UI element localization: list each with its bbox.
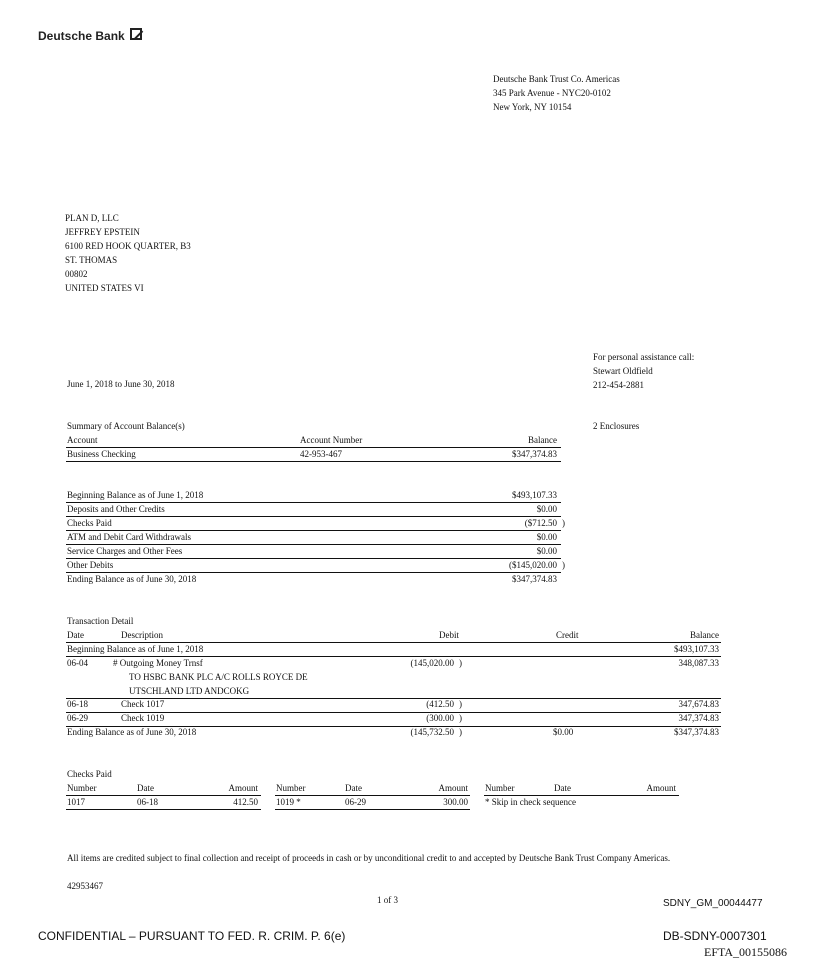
txn-debit: (412.50 (426, 699, 454, 709)
contact-line: Stewart Oldfield (593, 366, 653, 376)
summary-header-balance: Balance (528, 435, 557, 445)
checks-header: Amount (228, 783, 258, 793)
check-date: 06-18 (137, 797, 158, 807)
statement-period: June 1, 2018 to June 30, 2018 (67, 379, 175, 389)
checks-header: Date (554, 783, 571, 793)
account-code: 42953467 (67, 881, 103, 891)
checks-header: Date (345, 783, 362, 793)
bank-address-line: Deutsche Bank Trust Co. Americas (493, 74, 620, 84)
enclosures: 2 Enclosures (593, 421, 640, 431)
txn-date: 06-18 (67, 699, 88, 709)
deutsche-bank-logo-icon (130, 28, 142, 40)
bates-number-db: DB-SDNY-0007301 (663, 929, 767, 943)
txn-description: # Outgoing Money Trnsf (113, 658, 203, 668)
checks-header: Amount (438, 783, 468, 793)
divider (66, 572, 561, 573)
bank-address-line: New York, NY 10154 (493, 102, 572, 112)
disclaimer: All items are credited subject to final collection and receipt of proceeds in cash or by unconditional credit to and accepted by Deutsche Bank Trust Company Americas. (67, 853, 671, 863)
balance-paren: ) (562, 560, 565, 570)
summary-account: Business Checking (67, 449, 136, 459)
transaction-title: Transaction Detail (67, 616, 134, 626)
customer-address-line: UNITED STATES VI (65, 283, 144, 293)
txn-header-debit: Debit (439, 630, 459, 640)
balance-label: Beginning Balance as of June 1, 2018 (67, 490, 204, 500)
txn-description: UTSCHLAND LTD ANDCOKG (129, 686, 250, 696)
bates-number: SDNY_GM_00044477 (663, 898, 763, 909)
efta-number: EFTA_00155086 (704, 945, 788, 959)
contact-info (593, 350, 694, 392)
divider (66, 809, 261, 810)
checks-header: Date (137, 783, 154, 793)
balance-label: Ending Balance as of June 30, 2018 (67, 574, 197, 584)
txn-description: Check 1019 (121, 713, 165, 723)
summary-account-number: 42-953-467 (300, 449, 342, 459)
check-amount: 300.00 (443, 797, 468, 807)
customer-address-line: 6100 RED HOOK QUARTER, B3 (65, 241, 191, 251)
bank-address (493, 72, 620, 114)
balance-label: Deposits and Other Credits (67, 504, 165, 514)
check-number: 1019 * (276, 797, 301, 807)
checks-paid-title: Checks Paid (67, 769, 112, 779)
divider (66, 544, 561, 545)
check-sequence-note: * Skip in check sequence (485, 797, 576, 807)
txn-debit-paren: ) (459, 658, 462, 668)
txn-date: 06-04 (67, 658, 88, 668)
divider (484, 795, 679, 796)
txn-header-date: Date (67, 630, 84, 640)
balance-value: ($712.50 (524, 518, 557, 528)
balance-label: ATM and Debit Card Withdrawals (67, 532, 191, 542)
txn-header-credit: Credit (556, 630, 579, 640)
bank-address-line: 345 Park Avenue - NYC20-0102 (493, 88, 611, 98)
txn-debit: (300.00 (426, 713, 454, 723)
txn-balance: 348,087.33 (678, 658, 719, 668)
divider (66, 461, 561, 462)
divider (66, 516, 561, 517)
txn-description: Check 1017 (121, 699, 165, 709)
balance-value: $0.00 (536, 532, 557, 542)
divider (66, 558, 561, 559)
txn-description: TO HSBC BANK PLC A/C ROLLS ROYCE DE (129, 672, 308, 682)
checks-header: Number (276, 783, 306, 793)
checks-header: Amount (646, 783, 676, 793)
divider (275, 809, 470, 810)
divider (66, 642, 721, 643)
divider (66, 447, 561, 448)
bank-logo-text: Deutsche Bank (38, 29, 125, 43)
divider (66, 656, 721, 657)
checks-header: Number (485, 783, 515, 793)
confidential-notice: CONFIDENTIAL – PURSUANT TO FED. R. CRIM. P. 6(e) (38, 929, 346, 943)
balance-paren: ) (562, 518, 565, 528)
divider (66, 795, 261, 796)
txn-beginning-balance: $493,107.33 (674, 644, 719, 654)
balance-label: Service Charges and Other Fees (67, 546, 183, 556)
page-number: 1 of 3 (377, 895, 398, 905)
txn-ending-credit: $0.00 (553, 727, 574, 737)
checks-header: Number (67, 783, 97, 793)
txn-balance: 347,674.83 (678, 699, 719, 709)
customer-address-line: 00802 (65, 269, 88, 279)
txn-ending-debit: (145,732.50 (410, 727, 454, 737)
contact-line: For personal assistance call: (593, 352, 695, 362)
txn-ending-label: Ending Balance as of June 30, 2018 (67, 727, 197, 737)
txn-date: 06-29 (67, 713, 88, 723)
txn-ending-balance: $347,374.83 (674, 727, 719, 737)
summary-title: Summary of Account Balance(s) (67, 421, 185, 431)
check-amount: 412.50 (233, 797, 258, 807)
txn-debit: (145,020.00 (410, 658, 454, 668)
txn-debit-paren: ) (459, 713, 462, 723)
check-date: 06-29 (345, 797, 366, 807)
txn-header-balance: Balance (690, 630, 719, 640)
customer-address-line: ST. THOMAS (65, 255, 118, 265)
balance-value: $0.00 (536, 504, 557, 514)
summary-header-number: Account Number (300, 435, 363, 445)
divider (66, 530, 561, 531)
divider (275, 795, 470, 796)
customer-address-line: PLAN D, LLC (65, 213, 119, 223)
summary-header-account: Account (67, 435, 98, 445)
customer-address-line: JEFFREY EPSTEIN (65, 227, 140, 237)
balance-value: $347,374.83 (512, 574, 557, 584)
txn-header-description: Description (121, 630, 163, 640)
balance-label: Other Debits (67, 560, 114, 570)
balance-value: ($145,020.00 (509, 560, 557, 570)
balance-value: $0.00 (536, 546, 557, 556)
summary-balance: $347,374.83 (512, 449, 557, 459)
balance-label: Checks Paid (67, 518, 112, 528)
txn-beginning-label: Beginning Balance as of June 1, 2018 (67, 644, 204, 654)
txn-debit-paren: ) (459, 699, 462, 709)
divider (66, 502, 561, 503)
customer-address (65, 211, 191, 295)
contact-line: 212-454-2881 (593, 380, 644, 390)
check-number: 1017 (67, 797, 85, 807)
txn-debit-paren: ) (459, 727, 462, 737)
txn-balance: 347,374.83 (678, 713, 719, 723)
balance-value: $493,107.33 (512, 490, 557, 500)
